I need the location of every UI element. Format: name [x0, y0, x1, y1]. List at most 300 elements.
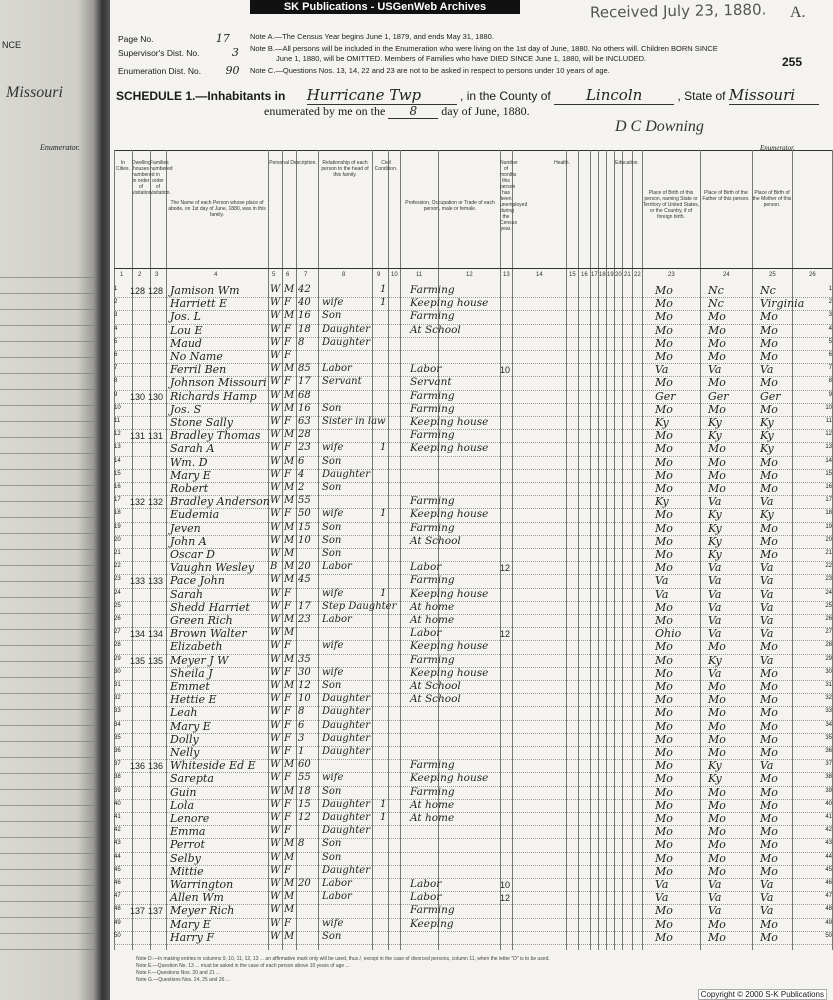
cell-bf: Va: [708, 904, 722, 918]
cell-name: Elizabeth: [170, 640, 223, 654]
cell-bp: Mo: [655, 310, 673, 324]
cell-name: Whiteside Ed E: [170, 759, 256, 773]
column-header-birth-father: Place of Birth of the Father of this person.: [702, 190, 750, 202]
cell-rel: Step Daughter: [322, 600, 397, 612]
state-label: , State of: [677, 89, 726, 103]
line-number-right: 21: [825, 550, 832, 556]
cell-bm: Mo: [760, 468, 778, 482]
cell-name: Harriett E: [170, 297, 228, 311]
cell-sex: F: [284, 350, 291, 361]
cell-bp: Mo: [655, 851, 673, 865]
cell-bf: Va: [708, 666, 722, 680]
cell-sex: F: [284, 746, 291, 757]
column-header-relationship: Relationship of each person to the head of this family.: [321, 160, 369, 178]
cell-bp: Mo: [655, 508, 673, 522]
cell-rel: Servant: [322, 376, 362, 388]
cell-race: W: [270, 640, 281, 652]
cell-bm: Mo: [760, 521, 778, 535]
cell-race: W: [270, 297, 281, 309]
cell-race: B: [270, 561, 278, 573]
cell-name: Hettie E: [170, 693, 217, 707]
cell-rel: Son: [322, 851, 342, 863]
cell-bm: Va: [760, 587, 774, 601]
cell-race: W: [270, 878, 281, 889]
line-number: 16: [114, 484, 121, 490]
cell-bf: Ky: [708, 508, 722, 522]
cell-name: Emmet: [170, 680, 210, 693]
column-header-dwelling: Dwelling houses numbered in order of visitation.: [132, 160, 155, 196]
column-number: 1: [120, 272, 124, 278]
cell-race: W: [270, 350, 281, 361]
cell-name: Jamison Wm: [170, 284, 240, 297]
cell-rel: Daughter: [322, 812, 370, 823]
cell-race: W: [270, 864, 281, 876]
cell-rel: wife: [322, 297, 344, 309]
cell-name: Guin: [170, 785, 197, 799]
cell-civ: 1: [380, 587, 387, 599]
cell-age: 3: [298, 732, 305, 744]
cell-rel: Labor: [322, 878, 352, 889]
enumerated-label: enumerated by me on the: [264, 104, 386, 118]
cell-bp: Mo: [655, 759, 673, 773]
cell-bm: Mo: [760, 719, 778, 733]
cell-rel: Son: [322, 402, 342, 414]
cell-mo: 10: [500, 880, 511, 890]
cell-sex: M: [284, 891, 295, 903]
cell-name: Harry F: [170, 930, 215, 944]
cell-sex: F: [284, 666, 291, 678]
line-number-right: 11: [825, 418, 832, 424]
header-rule: [114, 268, 832, 269]
column-header-civil: Civil Condition.: [374, 160, 398, 172]
line-number: 30: [114, 668, 121, 675]
cell-bm: Ky: [760, 416, 774, 429]
line-number: 6: [114, 352, 118, 358]
cell-age: 10: [298, 534, 311, 546]
cell-bp: Mo: [655, 323, 673, 337]
column-number: 10: [391, 272, 398, 278]
cell-bp: Ky: [655, 416, 669, 429]
line-number: 22: [114, 563, 121, 570]
cell-race: W: [270, 508, 281, 520]
cell-sex: M: [284, 389, 295, 401]
line-number-right: 34: [825, 721, 832, 728]
line-number-right: 32: [825, 695, 832, 702]
cell-bf: Va: [708, 614, 722, 627]
copyright-notice: Copyright © 2000 S-K Publications: [698, 989, 827, 1000]
cell-sex: F: [284, 587, 291, 599]
footnote-f: Note F.—Questions Nos. 20 and 21 ...: [136, 970, 221, 976]
cell-race: W: [270, 521, 281, 533]
cell-sex: M: [284, 680, 295, 691]
line-number: 39: [114, 787, 121, 794]
cell-bm: Mo: [760, 812, 778, 825]
line-number: 15: [114, 470, 121, 477]
table-row: [114, 931, 832, 946]
cell-rel: Son: [322, 534, 342, 546]
cell-name: Stone Sally: [170, 416, 234, 429]
cell-sex: M: [284, 614, 295, 625]
cell-sex: F: [284, 732, 291, 744]
cell-name: Leah: [170, 706, 198, 720]
line-number-right: 30: [825, 668, 832, 675]
enumeration-value: 90: [225, 64, 240, 77]
cell-rel: Daughter: [322, 864, 370, 876]
cell-name: Green Rich: [170, 614, 233, 627]
line-number: 29: [114, 655, 121, 662]
line-number: 7: [114, 365, 118, 372]
cell-sex: M: [284, 482, 295, 493]
cell-race: W: [270, 468, 281, 480]
cell-bf: Mo: [708, 917, 726, 931]
cell-race: W: [270, 825, 281, 837]
cell-bm: Va: [760, 627, 774, 641]
cell-race: W: [270, 614, 281, 625]
cell-rel: Daughter: [322, 323, 370, 335]
cell-bm: Va: [760, 759, 774, 773]
cell-bf: Mo: [708, 732, 726, 746]
line-number: 10: [114, 404, 121, 411]
cell-bf: Mo: [708, 350, 726, 363]
line-number: 14: [114, 457, 121, 464]
line-number-right: 19: [825, 523, 832, 530]
cell-bp: Mo: [655, 706, 673, 720]
cell-rel: Son: [322, 785, 342, 797]
line-number-right: 13: [825, 444, 832, 451]
cell-sex: M: [284, 653, 295, 665]
cell-race: W: [270, 693, 281, 705]
column-header-name: The Name of each Person whose place of abode, on 1st day of June, 1880, was in this family.: [168, 200, 266, 218]
cell-occ: At School: [410, 323, 461, 336]
supervisor-label: Supervisor's Dist. No.: [118, 48, 200, 58]
cell-fam: 135: [148, 655, 164, 666]
cell-age: 12: [298, 812, 311, 823]
cell-race: W: [270, 482, 281, 493]
cell-race: W: [270, 310, 281, 322]
cell-bf: Ky: [708, 429, 722, 443]
cell-bm: Mo: [760, 798, 778, 812]
cell-bm: Mo: [760, 838, 778, 852]
line-number-right: 26: [825, 616, 832, 622]
column-header-education: Education.: [615, 160, 639, 166]
cell-bm: Ky: [760, 429, 774, 443]
cell-bm: Mo: [760, 666, 778, 680]
cell-bm: Mo: [760, 402, 778, 416]
cell-race: W: [270, 798, 281, 810]
cell-age: 6: [298, 455, 305, 467]
cell-rel: Son: [322, 680, 342, 691]
line-number: 12: [114, 431, 121, 438]
cell-bp: Ger: [655, 389, 676, 403]
cell-sex: F: [284, 719, 291, 731]
cell-name: Pace John: [170, 574, 225, 588]
cell-race: W: [270, 284, 281, 295]
cell-bp: Mo: [655, 904, 673, 918]
cell-occ: Labor: [410, 561, 442, 574]
cell-bp: Mo: [655, 812, 673, 825]
column-number: 7: [304, 272, 308, 278]
cell-sex: M: [284, 785, 295, 797]
column-number: 2: [138, 272, 142, 278]
cell-race: W: [270, 574, 281, 586]
cell-bp: Mo: [655, 930, 673, 944]
cell-age: 8: [298, 336, 305, 348]
cell-age: 8: [298, 838, 305, 850]
cell-rel: wife: [322, 640, 344, 652]
township-value: Hurricane Twp: [307, 86, 457, 105]
cell-fam: 137: [148, 906, 164, 917]
cell-race: W: [270, 838, 281, 850]
cell-name: Ferril Ben: [170, 363, 227, 377]
cell-sex: F: [284, 323, 291, 335]
cell-bm: Mo: [760, 851, 778, 865]
cell-rel: wife: [322, 442, 344, 454]
cell-bf: Mo: [708, 785, 726, 799]
cell-bp: Mo: [655, 468, 673, 482]
county-label: , in the County of: [460, 89, 551, 103]
cell-bp: Mo: [655, 297, 673, 311]
cell-bm: Mo: [760, 482, 778, 495]
cell-bm: Virginia: [760, 297, 805, 311]
cell-occ: At home: [410, 600, 455, 613]
cell-age: 16: [298, 310, 311, 322]
cell-occ: Labor: [410, 878, 442, 890]
cell-sex: M: [284, 429, 295, 441]
cell-occ: Keeping: [410, 917, 454, 930]
cell-rel: Daughter: [322, 468, 370, 480]
cell-bm: Va: [760, 561, 774, 575]
cell-bf: Va: [708, 878, 722, 891]
cell-sex: M: [284, 930, 295, 942]
cell-race: W: [270, 442, 281, 454]
line-number: 32: [114, 695, 121, 702]
line-number: 24: [114, 589, 121, 596]
cell-sex: F: [284, 917, 291, 929]
cell-bf: Ky: [708, 772, 722, 786]
cell-bp: Va: [655, 574, 669, 588]
line-number: 23: [114, 576, 121, 583]
cell-rel: Daughter: [322, 336, 370, 348]
cell-name: Lenore: [170, 812, 210, 825]
cell-bm: Va: [760, 363, 774, 377]
cell-age: 17: [298, 376, 311, 388]
cell-bp: Va: [655, 363, 669, 377]
cell-name: Mary E: [170, 468, 211, 482]
cell-bp: Mo: [655, 746, 673, 759]
cell-bf: Mo: [708, 455, 726, 469]
enumerator-signature: D C Downing: [615, 118, 704, 135]
cell-name: Mary E: [170, 719, 211, 733]
cell-mo: 12: [500, 629, 511, 640]
cell-bm: Mo: [760, 640, 778, 654]
line-number-right: 8: [828, 378, 832, 385]
cell-age: 15: [298, 798, 311, 810]
cell-bf: Mo: [708, 706, 726, 720]
cell-bp: Mo: [655, 336, 673, 350]
cell-age: 40: [298, 297, 311, 309]
supervisor-line: [118, 46, 239, 59]
cell-rel: wife: [322, 666, 344, 678]
cell-age: 1: [298, 746, 305, 757]
cell-name: Jos. L: [170, 310, 201, 324]
cell-bp: Mo: [655, 548, 673, 561]
column-header-birth-person: Place of Birth of this person, naming State or Territory of United States, or the Country, if of foreign birth.: [642, 190, 700, 220]
cell-bp: Mo: [655, 482, 673, 495]
line-number-right: 48: [825, 906, 832, 913]
cell-bm: Ky: [760, 442, 774, 456]
cell-sex: M: [284, 310, 295, 322]
line-number: 35: [114, 734, 121, 741]
cell-occ: Farming: [410, 495, 455, 508]
line-number-right: 38: [825, 774, 832, 781]
cell-bp: Mo: [655, 772, 673, 786]
cell-race: W: [270, 363, 281, 375]
cell-bm: Ger: [760, 389, 781, 403]
cell-name: Vaughn Wesley: [170, 561, 255, 575]
cell-bm: Mo: [760, 455, 778, 469]
line-number-right: 10: [825, 404, 832, 411]
column-number: 25: [769, 272, 776, 278]
cell-bf: Mo: [708, 402, 726, 416]
cell-bm: Va: [760, 878, 774, 891]
footnote-e: Note E.—Question No. 13 ... must be asked in the case of each person above 10 years of age ...: [136, 963, 350, 969]
column-number: 11: [416, 272, 423, 278]
cell-sex: F: [284, 376, 291, 388]
cell-fam: 136: [148, 761, 164, 772]
cell-bf: Mo: [708, 693, 726, 707]
enumerated-day: 8: [388, 104, 438, 119]
cell-occ: Farming: [410, 521, 455, 534]
cell-name: Johnson Missouri: [170, 376, 267, 390]
cell-rel: wife: [322, 772, 344, 784]
cell-age: 8: [298, 706, 305, 718]
line-number-right: 29: [825, 655, 832, 662]
line-number: 48: [114, 906, 121, 913]
column-number: 16: [581, 272, 588, 278]
cell-bm: Mo: [760, 785, 778, 799]
line-number: 31: [114, 682, 121, 688]
cell-sex: F: [284, 772, 291, 784]
column-number: 19: [607, 272, 614, 278]
cell-age: 30: [298, 666, 311, 678]
archive-banner: SK Publications - USGenWeb Archives: [250, 0, 520, 14]
cell-name: Allen Wm: [170, 891, 224, 905]
received-stamp: Received July 23, 1880.: [589, 0, 767, 22]
cell-age: 45: [298, 574, 311, 586]
cell-age: 17: [298, 600, 311, 612]
cell-bp: Va: [655, 891, 669, 905]
cell-bf: Ky: [708, 521, 722, 535]
cell-sex: F: [284, 508, 291, 520]
column-number: 14: [536, 272, 543, 278]
line-number-right: 33: [825, 708, 832, 715]
cell-bf: Mo: [708, 930, 726, 944]
cell-sex: F: [284, 442, 291, 454]
cell-sex: F: [284, 825, 291, 837]
cell-bm: Va: [760, 600, 774, 614]
line-number-right: 9: [828, 391, 832, 398]
county-value: Lincoln: [554, 86, 674, 105]
cell-rel: Daughter: [322, 693, 370, 705]
cell-bf: Mo: [708, 376, 726, 390]
cell-name: Jeven: [170, 521, 201, 535]
line-number-right: 44: [825, 853, 832, 860]
cell-bp: Mo: [655, 798, 673, 812]
cell-bp: Va: [655, 587, 669, 601]
cell-bm: Mo: [760, 917, 778, 931]
page-no-line: [118, 32, 230, 45]
cell-bf: Mo: [708, 812, 726, 825]
cell-age: 50: [298, 508, 311, 520]
cell-occ: At home: [410, 614, 455, 626]
cell-name: Nelly: [170, 746, 200, 759]
cell-bf: Nc: [708, 284, 724, 297]
cell-bm: Mo: [760, 376, 778, 390]
cell-rel: Son: [322, 521, 342, 533]
line-number: 13: [114, 444, 121, 451]
cell-bp: Mo: [655, 825, 673, 839]
cell-bf: Va: [708, 363, 722, 377]
cell-sex: F: [284, 336, 291, 348]
cell-bf: Va: [708, 587, 722, 601]
previous-page-state: Missouri: [6, 84, 63, 101]
cell-bm: Mo: [760, 534, 778, 548]
cell-age: 4: [298, 468, 305, 480]
line-number-right: 50: [825, 932, 832, 939]
cell-bm: Va: [760, 891, 774, 905]
cell-occ: Keeping house: [410, 772, 489, 785]
cell-sex: M: [284, 363, 295, 375]
cell-sex: M: [284, 838, 295, 850]
cell-civ: 1: [380, 442, 387, 454]
line-number: 38: [114, 774, 121, 781]
cell-race: W: [270, 785, 281, 797]
cell-name: Bradley Thomas: [170, 429, 261, 443]
line-number-right: 24: [825, 589, 832, 596]
cell-bm: Ky: [760, 508, 774, 522]
cell-dw: 133: [130, 576, 146, 587]
cell-name: Richards Hamp: [170, 389, 257, 403]
schedule-line: [116, 86, 819, 105]
cell-bp: Mo: [655, 653, 673, 667]
cell-rel: Daughter: [322, 719, 370, 731]
cell-bf: Ky: [708, 653, 722, 667]
cell-mo: 12: [500, 893, 511, 904]
line-number-right: 16: [825, 484, 832, 490]
enumerator-label: Enumerator.: [760, 144, 795, 152]
column-number: 9: [377, 272, 381, 278]
cell-bm: Mo: [760, 825, 778, 839]
cell-rel: Labor: [322, 614, 352, 625]
cell-bf: Mo: [708, 310, 726, 324]
cell-occ: At home: [410, 798, 455, 811]
cell-age: 60: [298, 759, 311, 771]
column-number: 6: [286, 272, 290, 278]
cell-bf: Mo: [708, 838, 726, 852]
cell-sex: M: [284, 495, 295, 507]
column-header-personal: Personal Description.: [269, 160, 317, 166]
cell-age: 20: [298, 561, 311, 573]
line-number: 44: [114, 853, 121, 860]
cell-race: W: [270, 534, 281, 546]
line-number-right: 15: [825, 470, 832, 477]
cell-race: W: [270, 706, 281, 718]
cell-name: Meyer Rich: [170, 904, 235, 918]
schedule-label: SCHEDULE 1.—Inhabitants in: [116, 89, 286, 103]
cell-rel: Labor: [322, 561, 352, 573]
page-number: 255: [782, 55, 803, 69]
cell-age: 12: [298, 680, 311, 691]
